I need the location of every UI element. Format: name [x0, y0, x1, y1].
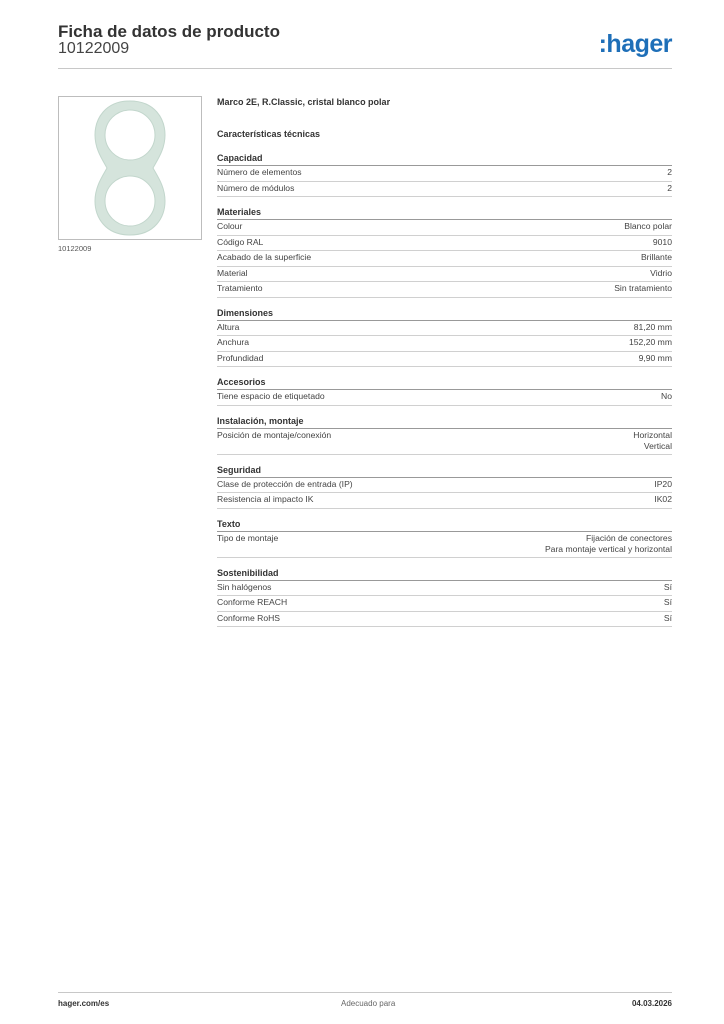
spec-row — [217, 267, 672, 283]
spec-section — [217, 464, 672, 509]
spec-row — [217, 236, 672, 252]
footer-website: hager.com/es — [58, 999, 110, 1008]
footer-divider — [58, 992, 672, 993]
section-title: Capacidad — [217, 152, 672, 166]
spec-section — [217, 415, 672, 455]
spec-row — [217, 493, 672, 509]
spec-value-line: Para montaje vertical y horizontal — [544, 543, 672, 554]
spec-label: Profundidad — [217, 352, 264, 363]
spec-row — [217, 532, 672, 558]
spec-value — [650, 268, 672, 279]
spec-value-line: Fijación de conectores — [586, 532, 672, 543]
spec-value-line: IK02 — [654, 494, 672, 504]
spec-row — [217, 612, 672, 628]
spec-value-line: Horizontal — [633, 429, 672, 440]
page-title: Ficha de datos de producto — [58, 22, 280, 41]
spec-value-line: IP20 — [654, 478, 672, 489]
spec-label: Material — [217, 267, 248, 278]
spec-label: Clase de protección de entrada (IP) — [217, 478, 353, 489]
image-caption: 10122009 — [58, 244, 92, 253]
spec-label: Conforme RoHS — [217, 612, 281, 623]
spec-value-line: 2 — [667, 182, 672, 193]
spec-row — [217, 581, 672, 597]
spec-sections — [217, 152, 672, 627]
spec-label: Tiene espacio de etiquetado — [217, 391, 325, 401]
spec-row — [217, 390, 672, 406]
spec-value — [545, 533, 672, 555]
spec-section — [217, 307, 672, 368]
spec-value-line: Vidrio — [650, 267, 672, 278]
spec-row — [217, 596, 672, 612]
spec-value — [614, 283, 672, 294]
spec-value — [661, 391, 672, 402]
product-image — [58, 96, 202, 240]
spec-label: Colour — [217, 221, 243, 231]
spec-value — [664, 597, 672, 608]
section-title: Seguridad — [217, 464, 672, 478]
spec-value — [654, 494, 672, 505]
spec-value — [667, 167, 672, 178]
spec-label: Acabado de la superficie — [217, 252, 312, 262]
product-code: 10122009 — [58, 40, 130, 57]
spec-label: Resistencia al impacto IK — [217, 494, 314, 504]
spec-value — [641, 252, 672, 263]
spec-label: Número de elementos — [217, 167, 302, 177]
spec-label: Número de módulos — [217, 182, 295, 193]
spec-row — [217, 429, 672, 455]
tech-characteristics-title: Características técnicas — [217, 129, 321, 139]
spec-label: Tipo de montaje — [217, 532, 279, 543]
spec-value-line: Brillante — [640, 252, 672, 262]
spec-label: Tratamiento — [217, 283, 263, 293]
spec-row — [217, 282, 672, 298]
datasheet-content — [217, 95, 672, 627]
section-title: Texto — [217, 518, 672, 532]
spec-label: Conforme REACH — [217, 597, 288, 607]
section-title: Dimensiones — [217, 307, 672, 321]
spec-label: Posición de montaje/conexión — [217, 429, 332, 440]
section-title: Instalación, montaje — [217, 415, 672, 429]
spec-value-line: No — [661, 391, 672, 401]
footer-date: 04.03.2026 — [631, 999, 672, 1008]
spec-section — [217, 152, 672, 197]
hager-logo: :hager — [598, 30, 672, 58]
spec-value-line: Blanco polar — [624, 221, 672, 231]
spec-section — [217, 518, 672, 558]
spec-label: Altura — [217, 321, 240, 332]
footer-suitable-for: Adecuado para — [341, 999, 396, 1008]
header-divider — [58, 68, 672, 69]
spec-value — [629, 337, 672, 348]
spec-value — [633, 430, 672, 452]
product-name: Marco 2E, R.Classic, cristal blanco polar — [217, 97, 391, 107]
spec-value — [653, 237, 672, 248]
spec-value — [624, 221, 672, 232]
spec-value-line: 9,90 mm — [638, 352, 672, 363]
spec-label: Anchura — [217, 337, 250, 347]
spec-value-line: Sí — [663, 581, 672, 592]
spec-value — [639, 353, 672, 364]
spec-row — [217, 478, 672, 494]
spec-value-line: 2 — [667, 167, 672, 177]
spec-value — [634, 322, 672, 333]
spec-value-line: Sí — [663, 612, 672, 623]
spec-value-line: 152,20 mm — [629, 337, 672, 347]
spec-value-line: 9010 — [652, 236, 672, 247]
section-title: Accesorios — [217, 376, 672, 390]
spec-value — [664, 613, 672, 624]
spec-section — [217, 206, 672, 298]
spec-value — [664, 582, 672, 593]
spec-label: Sin halógenos — [217, 581, 272, 592]
spec-value-line: 81,20 mm — [633, 321, 672, 332]
section-title: Sostenibilidad — [217, 567, 672, 581]
double-frame-illustration — [59, 97, 201, 239]
spec-section — [217, 567, 672, 628]
spec-row — [217, 166, 672, 182]
spec-value — [667, 183, 672, 194]
spec-value-line: Sí — [663, 597, 672, 607]
spec-label: Código RAL — [217, 236, 264, 247]
spec-row — [217, 251, 672, 267]
spec-row — [217, 182, 672, 198]
spec-row — [217, 352, 672, 368]
spec-value — [654, 479, 672, 490]
spec-row — [217, 220, 672, 236]
spec-row — [217, 321, 672, 337]
spec-value-line: Sin tratamiento — [614, 283, 672, 293]
spec-row — [217, 336, 672, 352]
spec-section — [217, 376, 672, 406]
spec-value-line: Vertical — [643, 440, 672, 451]
section-title: Materiales — [217, 206, 672, 220]
